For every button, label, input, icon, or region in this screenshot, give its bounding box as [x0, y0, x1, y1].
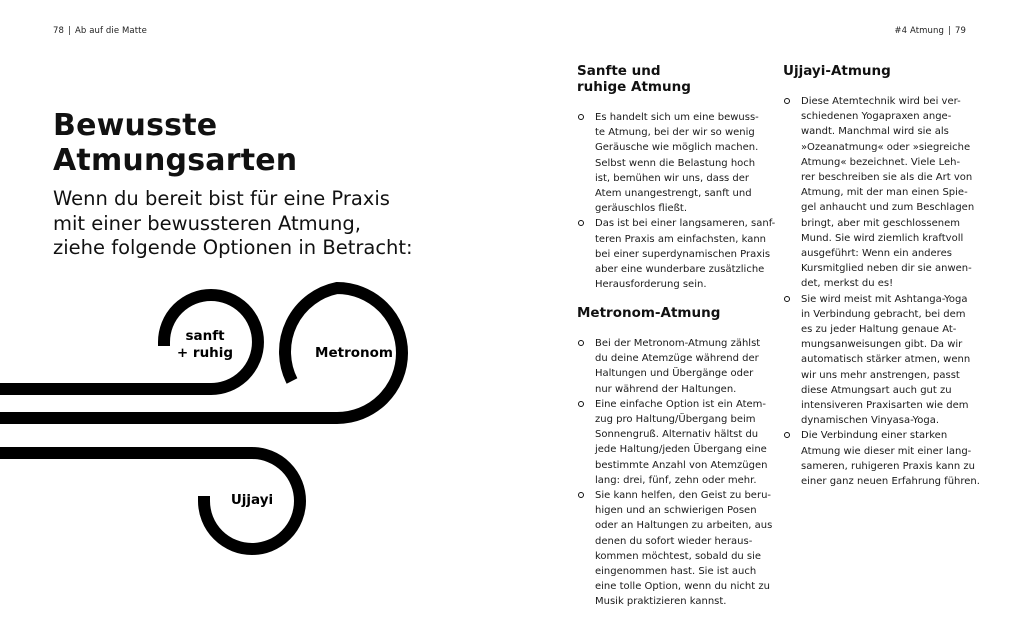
- section-heading-sanft: [577, 63, 777, 95]
- subtitle-line: mit einer bewussteren Atmung,: [53, 211, 361, 235]
- text-line: Atmung« bezeichnet. Viele Leh-: [801, 156, 961, 168]
- text-line: Herausforderung sein.: [595, 279, 707, 291]
- bullet-list-sanft: [577, 110, 777, 292]
- list-item: [577, 488, 777, 610]
- running-title-left: Ab auf die Matte: [75, 26, 147, 36]
- bullet-list-metronom: [577, 336, 777, 610]
- text-line: Es handelt sich um eine bewuss-: [595, 112, 759, 123]
- subtitle-line: ziehe folgende Optionen in Betracht:: [53, 236, 413, 259]
- list-item: [577, 397, 777, 488]
- page-title-line: Atmungsarten: [53, 143, 298, 178]
- heading-line: ruhige Atmung: [577, 79, 691, 95]
- page-number-right: 79: [954, 26, 966, 36]
- section-metronom: [577, 305, 777, 610]
- heading-line: Sanfte und: [577, 63, 661, 79]
- text-line: Mund. Sie wird ziemlich kraftvoll: [801, 232, 964, 244]
- running-title-right: Atmung: [909, 26, 944, 36]
- text-line: oder an Haltungen zu arbeiten, aus: [595, 520, 773, 532]
- text-line: Haltungen und Übergänge oder: [595, 368, 754, 380]
- text-line: Die Verbindung einer starken: [801, 430, 948, 442]
- label-sanft: sanft: [185, 328, 225, 344]
- text-line: nur während der Haltungen.: [595, 383, 737, 395]
- text-line: es zu jeder Haltung genaue At-: [801, 324, 957, 336]
- text-line: jede Haltung/jeden Übergang eine: [595, 444, 767, 456]
- text-line: Musik praktizieren kannst.: [595, 596, 727, 608]
- text-line: gel anhaucht und zum Beschlagen: [801, 202, 975, 214]
- text-line: Eine einfache Option ist ein Atem-: [595, 398, 767, 410]
- text-line: einer ganz neuen Erfahrung führen.: [801, 476, 980, 488]
- page-title-line: Bewusste: [53, 108, 218, 143]
- label-ujjayi: Ujjayi: [230, 492, 274, 508]
- header-separator: |: [68, 26, 71, 36]
- text-line: Sonnengruß. Alternativ hältst du: [595, 429, 759, 441]
- text-line: automatisch stärker atmen, wenn: [801, 354, 971, 366]
- section-ujjayi: [783, 63, 983, 489]
- text-line: wandt. Manchmal wird sie als: [801, 126, 949, 138]
- text-line: lang: drei, fünf, zehn oder mehr.: [595, 474, 757, 486]
- heading-line: Ujjayi-Atmung: [783, 63, 891, 79]
- text-line: bringt, aber mit geschlossenem: [801, 217, 960, 229]
- subtitle-line: Wenn du bereit bist für eine Praxis: [53, 187, 390, 210]
- list-item: [577, 216, 777, 292]
- text-line: »Ozeanatmung« oder »siegreiche: [801, 141, 971, 153]
- text-line: higen und an schwierigen Posen: [595, 505, 757, 517]
- text-line: denen du sofort wieder heraus-: [595, 535, 753, 547]
- chapter-number: #4: [894, 26, 908, 36]
- text-line: Selbst wenn die Belastung hoch: [595, 157, 756, 169]
- text-line: Das ist bei einer langsameren, sanf-: [595, 218, 776, 230]
- text-line: Atmung, mit der man einen Spie-: [801, 187, 968, 199]
- text-line: Geräusche wie möglich machen.: [595, 142, 759, 154]
- bullet-list-ujjayi: [783, 94, 983, 489]
- text-line: schiedenen Yogapraxen ange-: [801, 111, 952, 123]
- text-line: intensiveren Praxisarten wie dem: [801, 400, 969, 412]
- section-heading-metronom: [577, 305, 777, 321]
- text-line: bestimmte Anzahl von Atemzügen: [595, 459, 768, 471]
- label-ruhig: + ruhig: [176, 345, 234, 361]
- heading-line: Metronom-Atmung: [577, 305, 721, 321]
- text-line: sameren, ruhigeren Praxis kann zu: [801, 460, 975, 472]
- breath-swirl-illustration: [0, 0, 440, 644]
- text-line: in Verbindung gebracht, bei dem: [801, 308, 966, 320]
- text-line: Atmung wie dieser mit einer lang-: [801, 445, 972, 457]
- text-line: Sie wird meist mit Ashtanga-Yoga: [801, 293, 968, 305]
- section-sanft: [577, 63, 777, 292]
- text-line: eingenommen hast. Sie ist auch: [595, 566, 757, 578]
- text-line: geräuschlos fließt.: [595, 203, 688, 215]
- text-line: zug pro Haltung/Übergang beim: [595, 414, 756, 426]
- text-line: du deine Atemzüge während der: [595, 353, 759, 365]
- section-heading-ujjayi: [783, 63, 983, 79]
- list-item: [783, 94, 983, 292]
- text-line: eine tolle Option, wenn du nicht zu: [595, 581, 770, 593]
- list-item: [783, 428, 983, 489]
- page-number-left: 78: [53, 26, 65, 36]
- text-line: aber eine wunderbare zusätzliche: [595, 264, 765, 276]
- text-line: diese Atmungsart auch gut zu: [801, 384, 952, 396]
- text-line: Kursmitglied neben dir sie anwen-: [801, 263, 972, 275]
- text-line: Diese Atemtechnik wird bei ver-: [801, 96, 961, 107]
- list-item: [577, 110, 777, 216]
- list-item: [783, 292, 983, 429]
- text-line: rer beschreiben sie als die Art von: [801, 172, 973, 184]
- text-line: kommen möchtest, sobald du sie: [595, 550, 762, 562]
- list-item: [577, 336, 777, 397]
- text-line: ausgeführt: Wenn ein anderes: [801, 248, 952, 260]
- text-line: teren Praxis am einfachsten, kann: [595, 233, 767, 245]
- header-separator: |: [948, 26, 951, 36]
- text-line: wir uns mehr anstrengen, passt: [801, 369, 960, 381]
- text-line: bei einer superdynamischen Praxis: [595, 248, 771, 260]
- text-line: Sie kann helfen, den Geist zu beru-: [595, 490, 772, 502]
- text-line: mungsanweisungen gibt. Da wir: [801, 339, 963, 351]
- text-line: Atem unangestrengt, sanft und: [595, 188, 752, 200]
- text-line: Bei der Metronom-Atmung zählst: [595, 338, 761, 349]
- running-header-right: [894, 26, 966, 36]
- text-line: ist, bemühen wir uns, dass der: [595, 172, 750, 184]
- label-metronom: Metronom: [315, 345, 393, 361]
- text-line: te Atmung, bei der wir so wenig: [595, 127, 755, 139]
- text-line: dynamischen Vinyasa-Yoga.: [801, 415, 940, 427]
- text-line: det, merkst du es!: [801, 278, 894, 290]
